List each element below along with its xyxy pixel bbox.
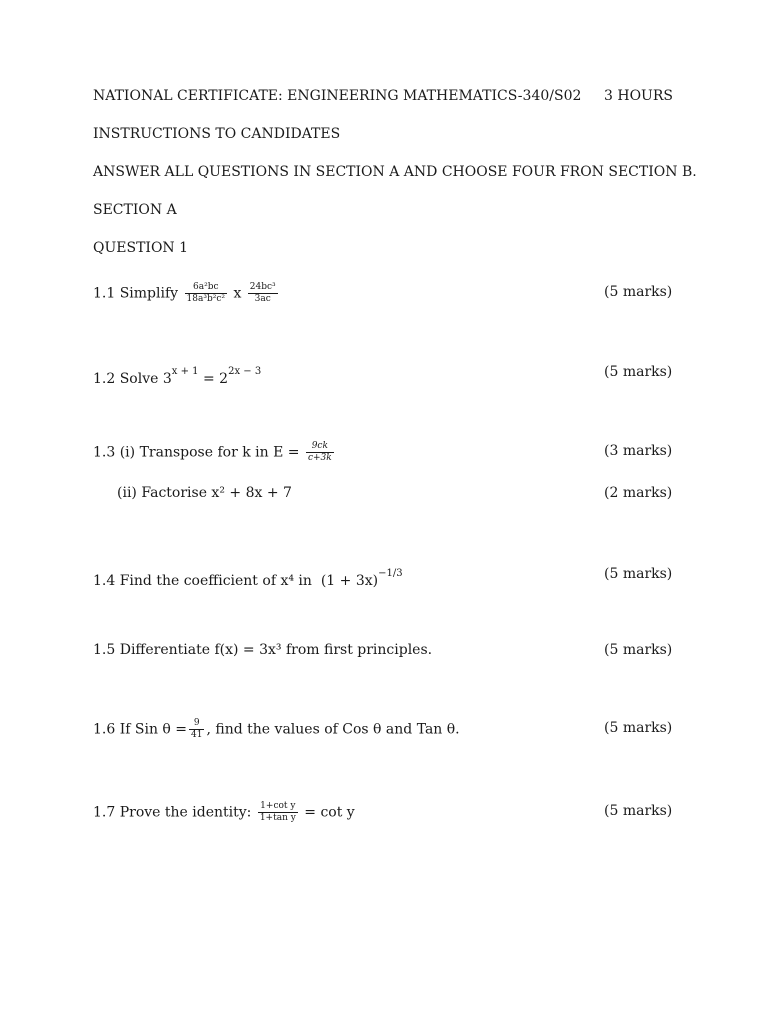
q-1-1-f1-denominator: 18a³b²c² bbox=[186, 294, 225, 304]
question-1-5: 1.5 Differentiate f(x) = 3x³ from first principles. bbox=[93, 642, 433, 658]
q-1-7-denominator: 1+tan y bbox=[259, 813, 296, 823]
q-1-1-f2-numerator: 24bc³ bbox=[249, 282, 276, 292]
q-1-7-fraction bbox=[258, 801, 298, 824]
question-1-4 bbox=[93, 564, 403, 591]
question-1-2 bbox=[93, 362, 261, 389]
question-1-3 bbox=[93, 441, 336, 464]
q-1-3-text: 1.3 (i) Transpose for k in E = bbox=[93, 444, 304, 461]
q-1-3-fraction bbox=[306, 441, 334, 464]
question-heading: QUESTION 1 bbox=[93, 240, 189, 256]
q-1-4-power: −1/3 bbox=[378, 568, 403, 579]
q-1-7-suffix: = cot y bbox=[299, 804, 355, 821]
q-1-2-base-2: 2 bbox=[219, 371, 229, 387]
q-1-6-fraction bbox=[189, 718, 204, 741]
q-1-4-text: 1.4 Find the coefficient of x⁴ in bbox=[93, 573, 317, 589]
exam-title: NATIONAL CERTIFICATE: ENGINEERING MATHEMATICS-340/S02 bbox=[93, 88, 582, 104]
q-1-6-suffix: , find the values of Cos θ and Tan θ. bbox=[206, 721, 460, 738]
q-1-5-marks: (5 marks) bbox=[604, 642, 673, 658]
q-1-6-text: 1.6 If Sin θ = bbox=[93, 721, 188, 738]
q-1-4-marks: (5 marks) bbox=[604, 566, 673, 582]
question-1-3-ii: (ii) Factorise x² + 8x + 7 bbox=[117, 485, 292, 501]
q-1-2-text: 1.2 Solve bbox=[93, 371, 163, 387]
q-1-1-text: 1.1 Simplify bbox=[93, 285, 183, 302]
q-1-7-numerator: 1+cot y bbox=[258, 801, 298, 813]
question-1-7 bbox=[93, 801, 355, 824]
q-1-6-denominator: 41 bbox=[191, 730, 203, 740]
q-1-2-exponent-2: 2x − 3 bbox=[228, 366, 262, 377]
q-1-2-equals: = bbox=[198, 371, 220, 387]
q-1-7-marks: (5 marks) bbox=[604, 803, 673, 819]
q-1-2-exponent-1: x + 1 bbox=[171, 366, 199, 377]
section-heading: SECTION A bbox=[93, 202, 177, 218]
q-1-6-marks: (5 marks) bbox=[604, 720, 673, 736]
question-1-1 bbox=[93, 282, 280, 305]
q-1-1-marks: (5 marks) bbox=[604, 284, 673, 300]
q-1-3-numerator: 9ck bbox=[306, 441, 334, 453]
q-1-4-expression: (1 + 3x) bbox=[320, 573, 379, 589]
q-1-1-fraction-2 bbox=[248, 282, 278, 305]
q-1-3-ii-marks: (2 marks) bbox=[604, 485, 673, 501]
q-1-3-denominator: c+3k bbox=[307, 453, 332, 463]
q-1-2-marks: (5 marks) bbox=[604, 364, 673, 380]
q-1-1-f2-denominator: 3ac bbox=[254, 294, 271, 304]
q-1-7-text: 1.7 Prove the identity: bbox=[93, 804, 256, 821]
question-1-6 bbox=[93, 718, 460, 741]
q-1-6-numerator: 9 bbox=[189, 718, 204, 730]
q-1-1-f1-numerator: 6a²bc bbox=[185, 282, 227, 294]
q-1-1-times: x bbox=[233, 285, 242, 302]
instructions-text: ANSWER ALL QUESTIONS IN SECTION A AND CHOOSE FOUR FRON SECTION B. bbox=[93, 164, 697, 180]
q-1-2-base-1: 3 bbox=[162, 371, 172, 387]
q-1-3-marks: (3 marks) bbox=[604, 443, 673, 459]
instructions-heading: INSTRUCTIONS TO CANDIDATES bbox=[93, 126, 341, 142]
exam-duration: 3 HOURS bbox=[604, 88, 673, 104]
q-1-1-fraction-1 bbox=[185, 282, 227, 305]
